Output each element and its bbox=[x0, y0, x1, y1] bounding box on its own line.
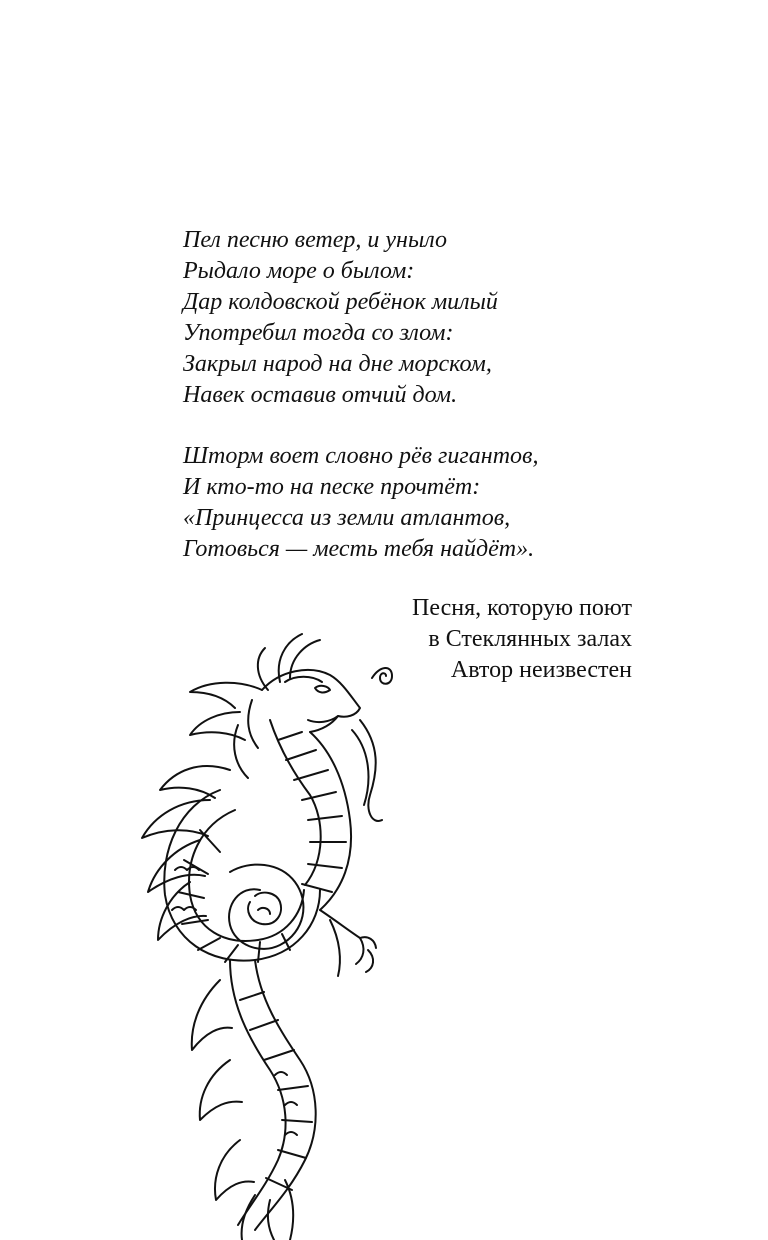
stanza-1 bbox=[183, 225, 653, 411]
poem-line: Пел песню ветер, и уныло bbox=[183, 227, 447, 253]
stanza-2 bbox=[183, 441, 653, 565]
poem bbox=[183, 225, 653, 595]
attribution-line: Песня, которую поют bbox=[412, 595, 632, 621]
attribution bbox=[412, 593, 632, 686]
poem-line: И кто-то на песке прочтёт: bbox=[183, 474, 481, 500]
poem-line: Готовься — месть тебя найдёт». bbox=[183, 536, 535, 562]
poem-line: Рыдало море о былом: bbox=[183, 258, 415, 284]
poem-line: Закрыл народ на дне морском, bbox=[183, 351, 492, 377]
poem-line: Дар колдовской ребёнок милый bbox=[183, 289, 498, 315]
poem-line: Употребил тогда со злом: bbox=[183, 320, 454, 346]
attribution-line: Автор неизвестен bbox=[450, 657, 632, 683]
dragon-icon bbox=[80, 620, 400, 1240]
poem-line: Навек оставив отчий дом. bbox=[183, 382, 458, 408]
poem-line: «Принцесса из земли атлантов, bbox=[183, 505, 511, 531]
poem-line: Шторм воет словно рёв гигантов, bbox=[183, 443, 539, 469]
attribution-line: в Стеклянных залах bbox=[428, 626, 632, 652]
